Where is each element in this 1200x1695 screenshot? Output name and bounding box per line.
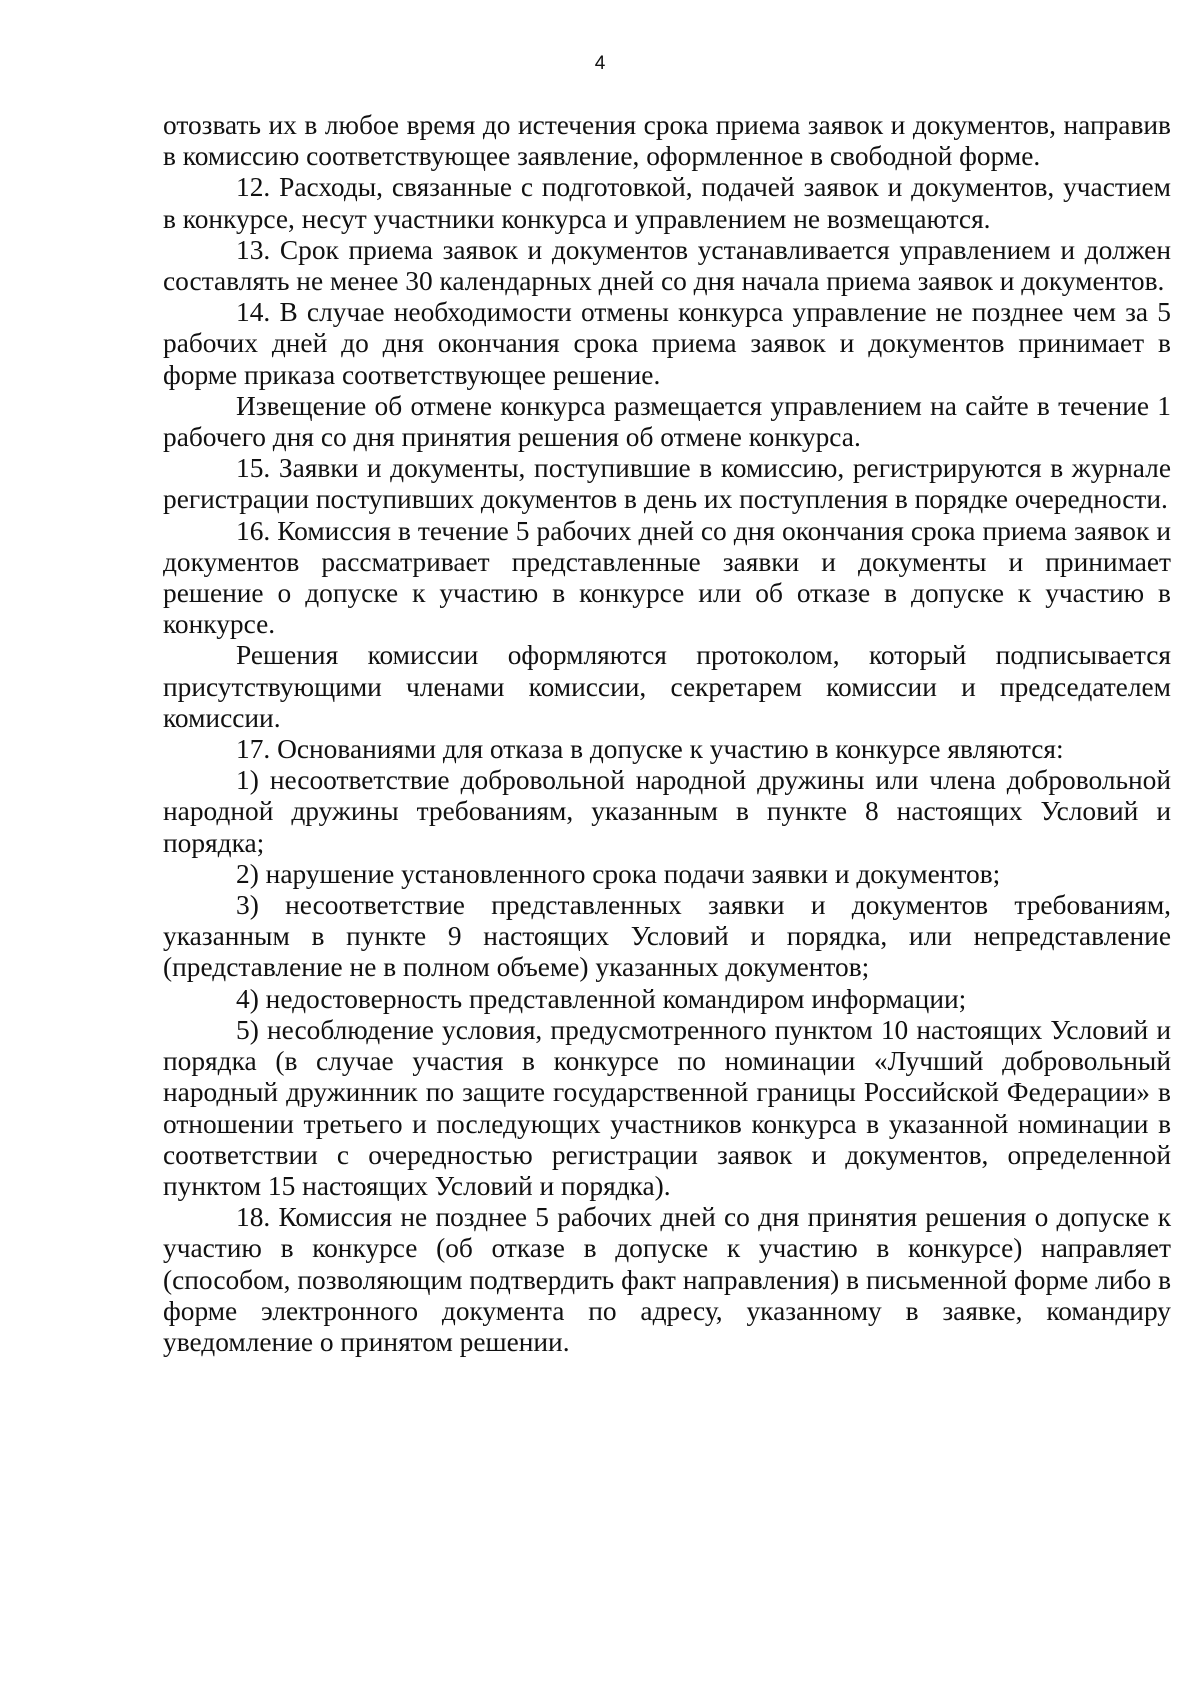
- paragraph-item-16: 16. Комиссия в течение 5 рабочих дней со дня окончания срока приема заявок и документов рассматривает представленные заявки и документы и принимает решение о допуске к участию в конкурсе или об отказе в допуске к участию в конкурсе.: [163, 515, 1171, 640]
- paragraph-item-15: 15. Заявки и документы, поступившие в комиссию, регистрируются в журнале регистрации поступивших документов в день их поступления в порядке очередности.: [163, 453, 1171, 515]
- document-body: [163, 110, 1171, 1358]
- paragraph-item-17: 17. Основаниями для отказа в допуске к участию в конкурсе являются:: [236, 734, 1064, 765]
- paragraph-commission-decisions: Решения комиссии оформляются протоколом, который подписывается присутствующими членами комиссии, секретарем комиссии и председателем комиссии.: [163, 640, 1171, 733]
- list-item-17-5: 5) несоблюдение условия, предусмотренного пунктом 10 настоящих Условий и порядка (в случае участия в конкурсе по номинации «Лучший добровольный народный дружинник по защите государственной границы Российской Федерации» в отношении третьего и последующих участников конкурса в указанной номинации в соответствии с очередностью регистрации заявок и документов, определенной пунктом 15 настоящих Условий и порядка).: [163, 1014, 1171, 1201]
- page-number: 4: [594, 53, 606, 74]
- paragraph-item-13: 13. Срок приема заявок и документов устанавливается управлением и должен составлять не менее 30 календарных дней со дня начала приема заявок и документов.: [163, 234, 1171, 297]
- paragraph-cancellation-notice: Извещение об отмене конкурса размещается управлением на сайте в течение 1 рабочего дня со дня принятия решения об отмене конкурса.: [163, 390, 1171, 453]
- list-item-17-1: 1) несоответствие добровольной народной дружины или члена добровольной народной дружины требованиям, указанным в пункте 8 настоящих Условий и порядка;: [163, 765, 1171, 858]
- paragraph-continuation: отозвать их в любое время до истечения срока приема заявок и документов, направив в комиссию соответствующее заявление, оформленное в свободной форме.: [163, 110, 1171, 172]
- list-item-17-4: 4) недостоверность представленной командиром информации;: [236, 983, 967, 1014]
- list-item-17-3: 3) несоответствие представленных заявки и документов требованиям, указанным в пункте 9 настоящих Условий и порядка, или непредставление (представление не в полном объеме) указанных документов;: [163, 890, 1171, 983]
- paragraph-item-12: 12. Расходы, связанные с подготовкой, подачей заявок и документов, участием в конкурсе, несут участники конкурса и управлением не возмещаются.: [163, 172, 1171, 234]
- list-item-17-2: 2) нарушение установленного срока подачи заявки и документов;: [236, 858, 1001, 889]
- paragraph-item-14: 14. В случае необходимости отмены конкурса управление не позднее чем за 5 рабочих дней до дня окончания срока приема заявок и документов принимает в форме приказа соответствующее решение.: [163, 297, 1171, 390]
- paragraph-item-18: 18. Комиссия не позднее 5 рабочих дней со дня принятия решения о допуске к участию в конкурсе (об отказе в допуске к участию в конкурсе) направляет (способом, позволяющим подтвердить факт направления) в письменной форме либо в форме электронного документа по адресу, указанному в заявке, командиру уведомление о принятом решении.: [163, 1202, 1171, 1357]
